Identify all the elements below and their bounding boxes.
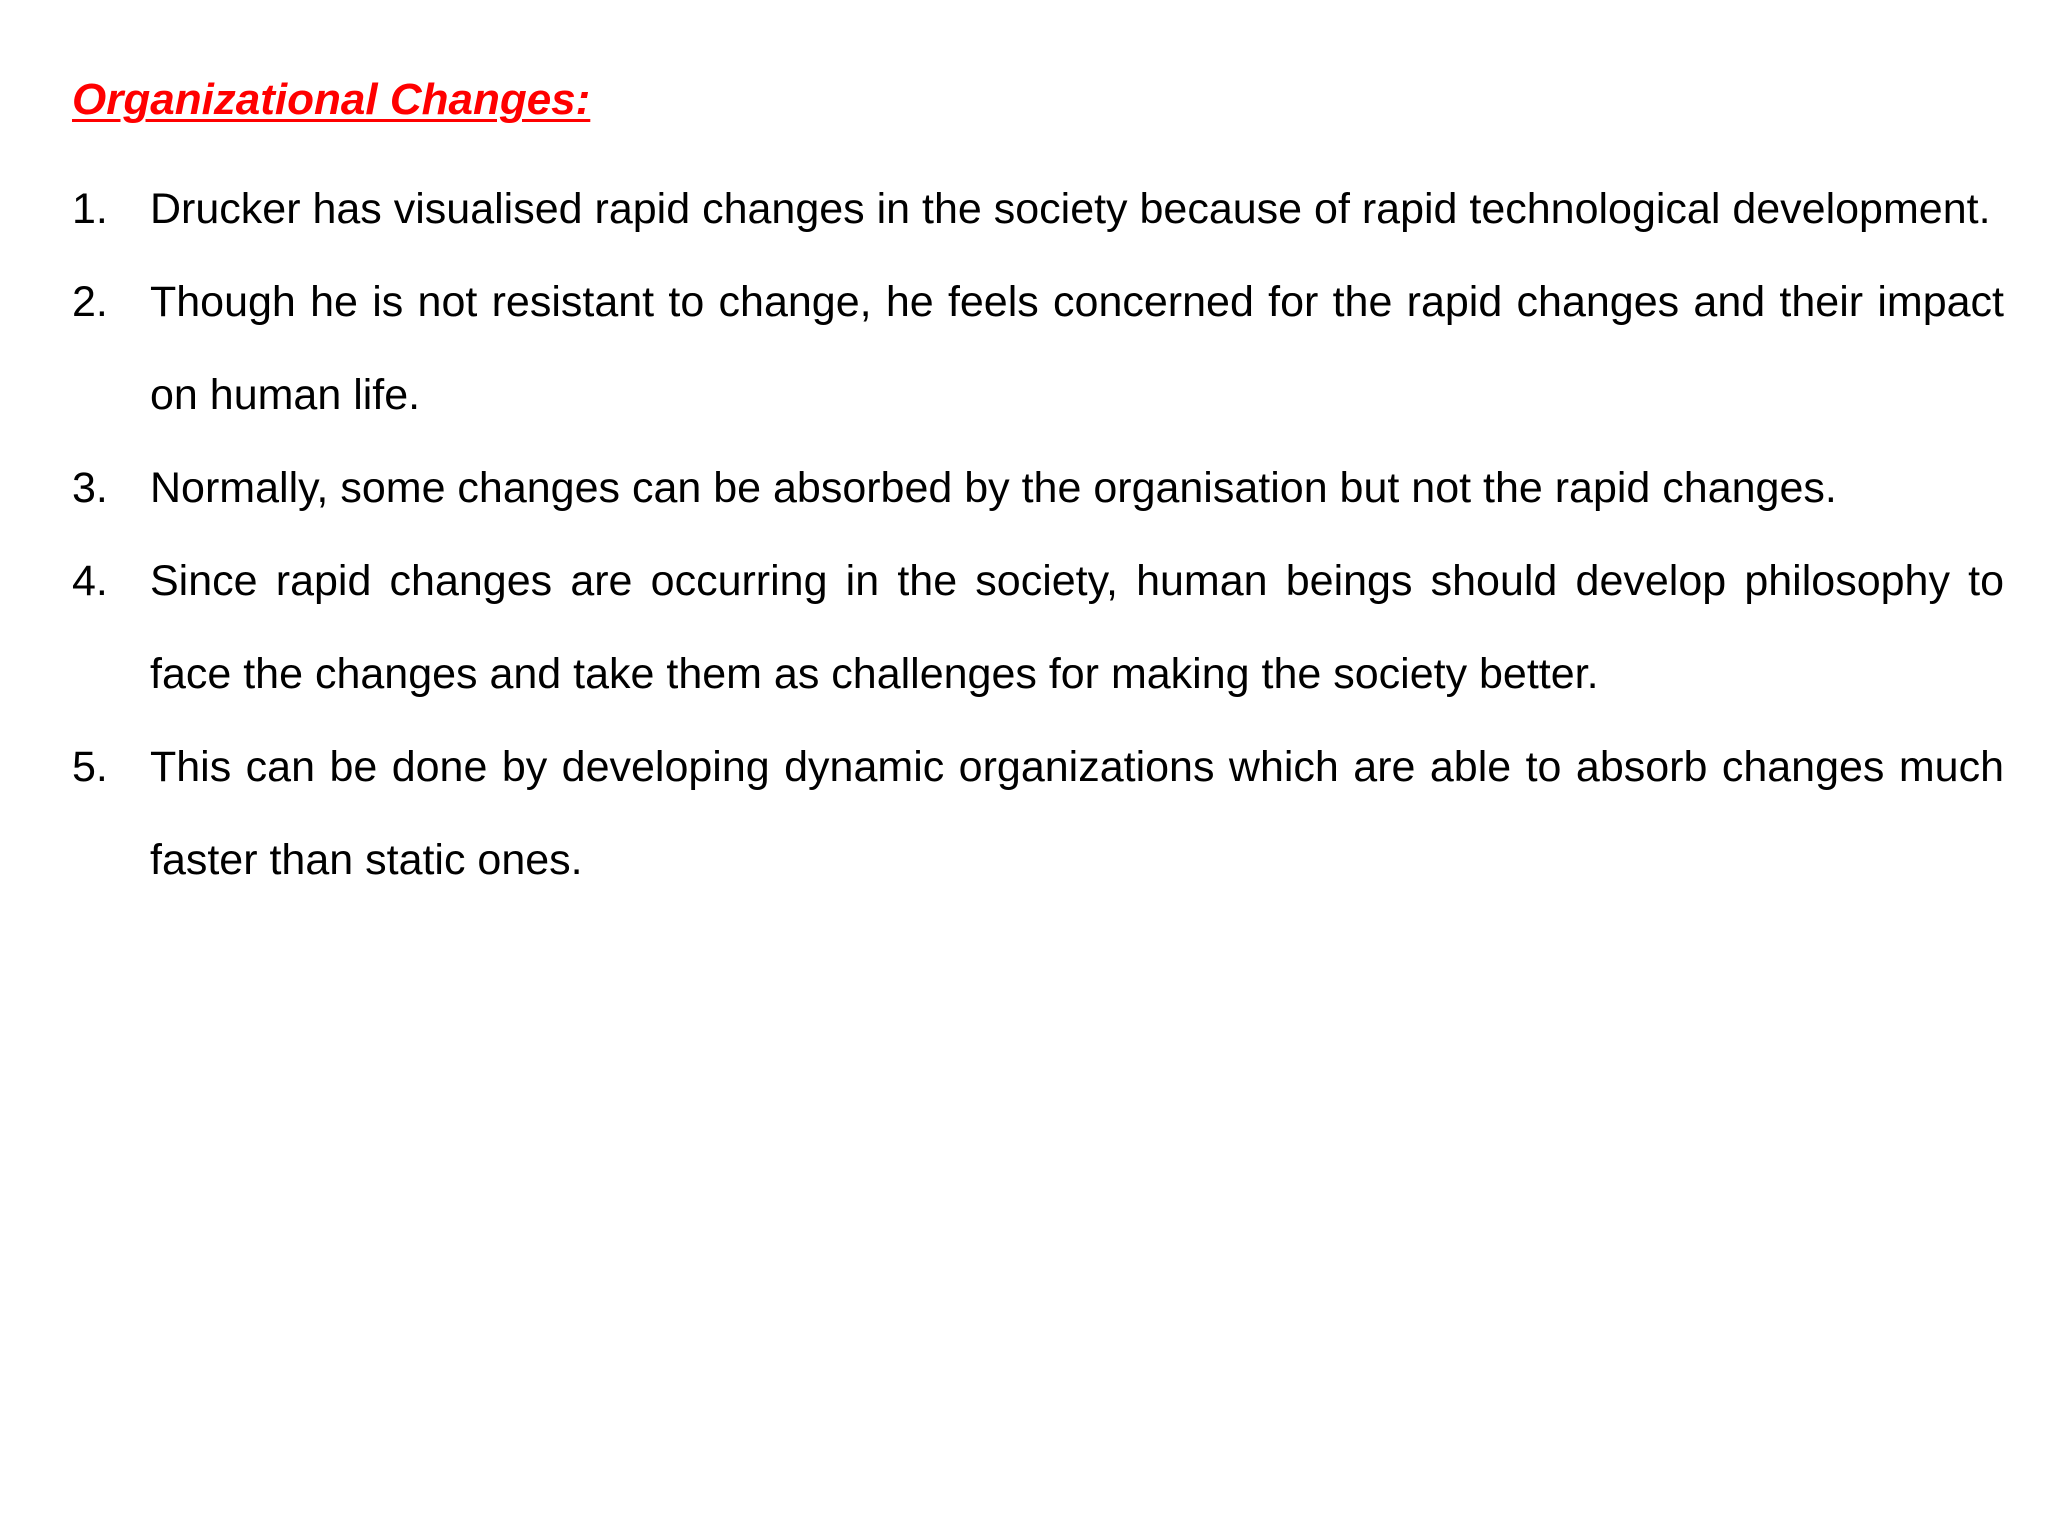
list-item	[72, 442, 2004, 535]
list-item-text: Since rapid changes are occurring in the society, human beings should develop philosophy to face the changes and take them as challenges for making the society better.	[150, 557, 2004, 698]
list-item-number: 4.	[72, 557, 108, 605]
list-item	[72, 535, 2004, 721]
list-item-number: 5.	[72, 743, 108, 791]
list-item	[72, 721, 2004, 907]
list-item-number: 3.	[72, 464, 108, 512]
section-heading: Organizational Changes:	[72, 75, 591, 124]
list-item-text: Though he is not resistant to change, he feels concerned for the rapid changes and their impact on human life.	[150, 278, 2004, 419]
list-item	[72, 163, 2004, 256]
list-item-text: This can be done by developing dynamic organizations which are able to absorb changes much faster than static ones.	[150, 743, 2004, 884]
list-item-number: 1.	[72, 185, 108, 233]
list-item-text: Drucker has visualised rapid changes in the society because of rapid technological development.	[150, 185, 1991, 233]
list-item	[72, 256, 2004, 442]
list-item-text: Normally, some changes can be absorbed by the organisation but not the rapid changes.	[150, 464, 1837, 512]
list-item-number: 2.	[72, 278, 108, 326]
changes-list	[72, 163, 2004, 907]
